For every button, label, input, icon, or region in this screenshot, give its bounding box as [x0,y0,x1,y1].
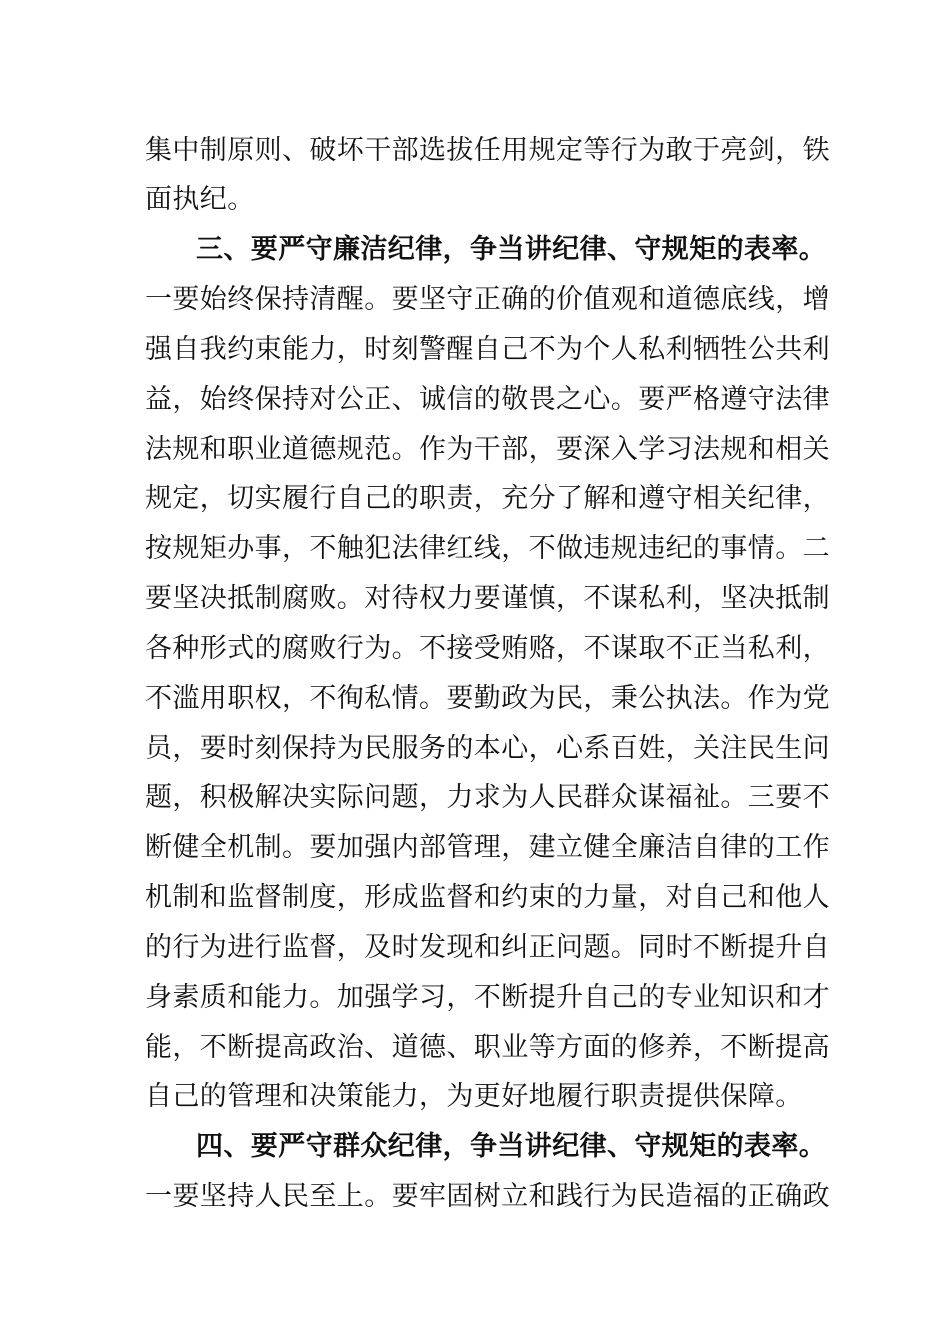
text-line: 强自我约束能力，时刻警醒自己不为个人私利牺牲公共利 [145,334,830,365]
text-line: 员，要时刻保持为民服务的本心，心系百姓，关注民生问 [145,733,830,764]
text-line: 要坚决抵制腐败。对待权力要谨慎，不谋私利，坚决抵制 [145,583,830,614]
text-line: 题，积极解决实际问题，力求为人民群众谋福祉。三要不 [145,782,830,813]
text-line: 能，不断提高政治、道德、职业等方面的修养，不断提高 [145,1032,830,1063]
text-line: 按规矩办事，不触犯法律红线，不做违规违纪的事情。二 [145,533,830,564]
text-line: 一要坚持人民至上。要牢固树立和践行为民造福的正确政 [145,1181,830,1212]
text-line: 规定，切实履行自己的职责，充分了解和遵守相关纪律， [145,483,830,514]
text-line: 机制和监督制度，形成监督和约束的力量，对自己和他人 [145,882,830,913]
text-line: 一要始终保持清醒。要坚守正确的价值观和道德底线，增 [145,284,830,315]
text-line: 益，始终保持对公正、诚信的敬畏之心。要严格遵守法律 [145,384,830,415]
section-heading: 四、要严守群众纪律，争当讲纪律、守规矩的表率。 [196,1131,827,1162]
text-line: 身素质和能力。加强学习，不断提升自己的专业知识和才 [145,982,830,1013]
text-line: 法规和职业道德规范。作为干部，要深入学习法规和相关 [145,434,830,465]
section-heading: 三、要严守廉洁纪律，争当讲纪律、守规矩的表率。 [196,234,827,265]
text-line: 断健全机制。要加强内部管理，建立健全廉洁自律的工作 [145,832,830,863]
text-line: 不滥用职权，不徇私情。要勤政为民，秉公执法。作为党 [145,683,830,714]
text-line: 集中制原则、破坏干部选拔任用规定等行为敢于亮剑，铁 [145,135,830,166]
text-line: 的行为进行监督，及时发现和纠正问题。同时不断提升自 [145,932,830,963]
text-line: 自己的管理和决策能力，为更好地履行职责提供保障。 [145,1081,803,1112]
text-line: 面执纪。 [145,184,255,215]
text-line: 各种形式的腐败行为。不接受贿赂，不谋取不正当私利， [145,633,830,664]
